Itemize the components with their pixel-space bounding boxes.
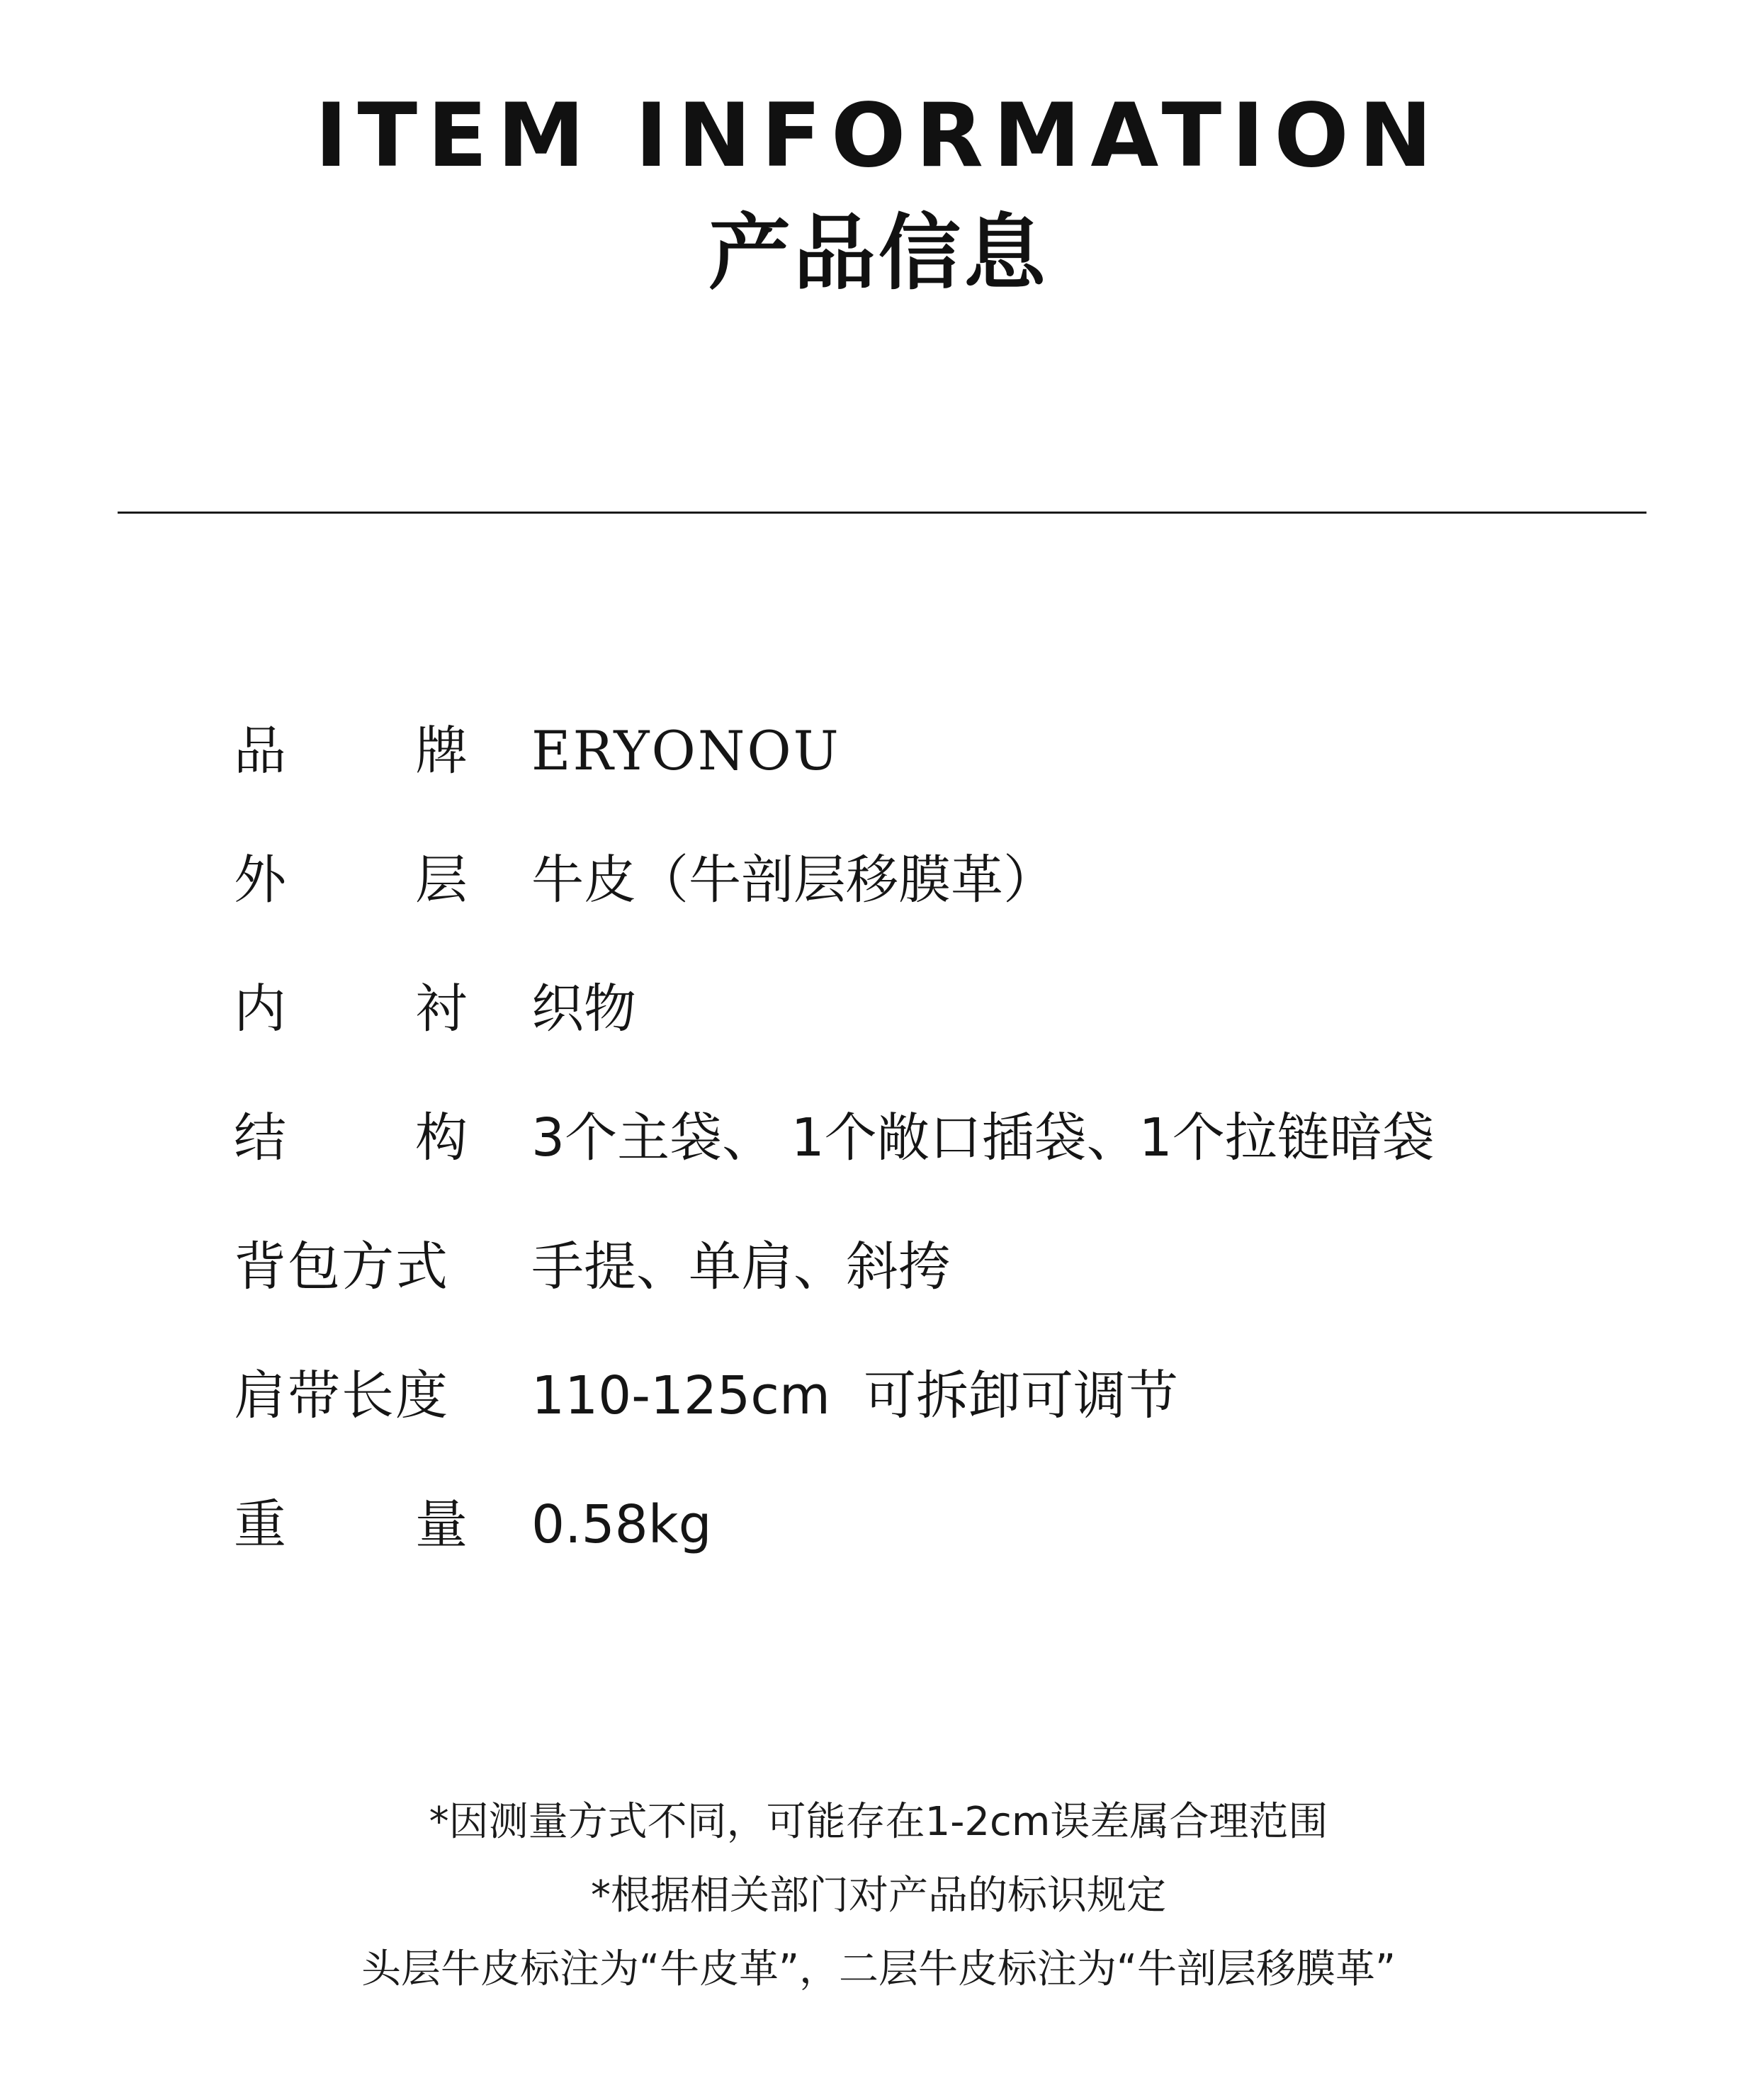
spec-label-outer: [234, 845, 468, 915]
spec-row-lining: [234, 973, 1651, 1102]
spec-label-char: 外: [234, 849, 286, 910]
spec-label-char: 结: [234, 1107, 286, 1168]
spec-label-weight: [234, 1489, 468, 1560]
spec-label-char: 重: [234, 1494, 286, 1555]
spec-label-brand: [234, 716, 468, 786]
spec-label-strap: 肩带长度: [234, 1365, 449, 1426]
spec-value-strap: 110-125cm 可拆卸可调节: [531, 1365, 1179, 1426]
spec-table: [234, 716, 1651, 1618]
spec-label-char: 内: [234, 978, 286, 1039]
title-chinese: 产品信息: [708, 205, 1049, 301]
spec-label-char: 层: [415, 849, 468, 910]
spec-value-weight: 0.58kg: [531, 1494, 712, 1555]
spec-value-carry: 手提、单肩、斜挎: [531, 1236, 951, 1297]
spec-value-structure: 3个主袋、 1个敞口插袋、1个拉链暗袋: [531, 1107, 1435, 1168]
spec-label-char: 牌: [415, 721, 468, 781]
spec-label-structure: [234, 1102, 468, 1173]
spec-label-char: 衬: [415, 978, 468, 1039]
footnote-regulation: *根据相关部门对产品的标识规定: [591, 1873, 1166, 1919]
footnote-measurement: *因测量方式不同，可能存在1-2cm误差属合理范围: [429, 1799, 1328, 1845]
spec-value-brand: ERYONOU: [531, 719, 841, 782]
spec-label-char: 量: [415, 1494, 468, 1555]
footnote-leather-labeling: 头层牛皮标注为“牛皮革”，二层牛皮标注为“牛剖层移膜革”: [361, 1946, 1396, 1992]
spec-row-weight: [234, 1489, 1651, 1618]
section-divider: [118, 512, 1646, 514]
spec-label-char: 品: [234, 721, 286, 781]
spec-value-outer: 牛皮（牛剖层移膜革）: [531, 849, 1056, 910]
spec-row-brand: [234, 716, 1651, 845]
spec-label-lining: [234, 973, 468, 1044]
spec-row-strap: [234, 1360, 1651, 1489]
spec-label-char: 构: [415, 1107, 468, 1168]
spec-value-lining: 织物: [531, 978, 636, 1039]
footnotes: [0, 1785, 1757, 2006]
spec-label-carry: 背包方式: [234, 1236, 449, 1297]
spec-row-carry: [234, 1231, 1651, 1360]
spec-row-outer: [234, 845, 1651, 973]
title-english: ITEM INFORMATION: [315, 85, 1442, 187]
spec-row-structure: [234, 1102, 1651, 1231]
